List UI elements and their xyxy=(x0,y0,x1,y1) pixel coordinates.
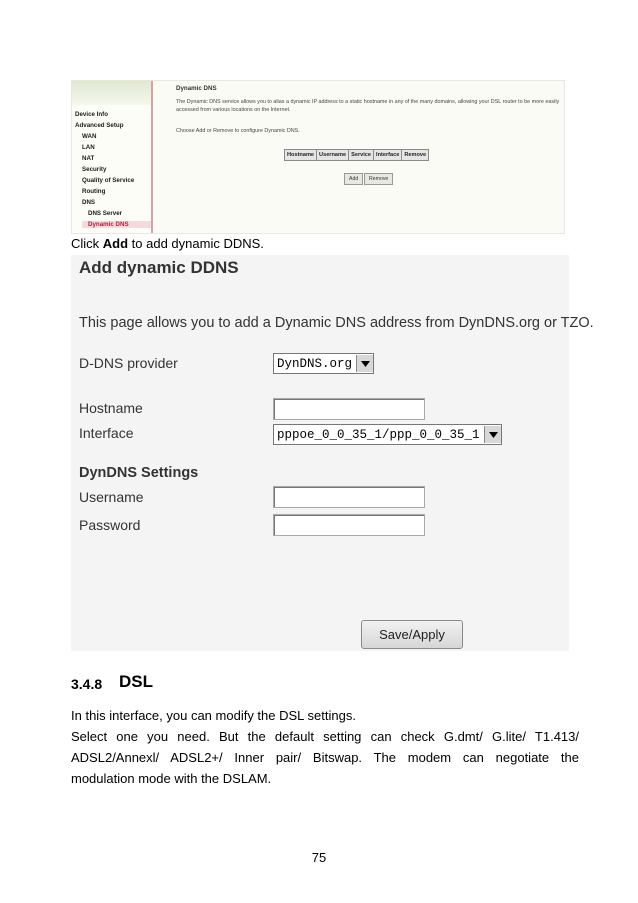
page-description: The Dynamic DNS service allows you to alias a dynamic IP address to a static hostname in any of the many domains, allowing your DSL router to be more easily accessed from various locations on the Internet. xyxy=(176,99,560,113)
page-number: 75 xyxy=(311,850,327,865)
interface-selected-value: pppoe_0_0_35_1/ppp_0_0_35_1 xyxy=(277,427,480,442)
sidebar-item-security[interactable]: Security xyxy=(82,166,107,173)
paragraph-line-1: Select one you need. But the default setting can check G.dmt/ G.lite/ T1.413/ xyxy=(71,729,579,744)
sidebar-item-nat[interactable]: NAT xyxy=(82,155,95,162)
sidebar-item-device-info[interactable]: Device Info xyxy=(75,111,109,118)
paragraph-line-3: modulation mode with the DSLAM. xyxy=(71,771,272,786)
column-header-service: Service xyxy=(349,150,374,161)
username-label: Username xyxy=(79,489,144,505)
interface-select[interactable] xyxy=(273,424,502,445)
caption xyxy=(71,236,264,251)
chevron-down-icon xyxy=(356,355,373,372)
section-number: 3.4.8 xyxy=(71,676,103,692)
hostname-input[interactable] xyxy=(273,398,425,420)
sidebar-item-wan[interactable]: WAN xyxy=(82,133,97,140)
ddns-table xyxy=(284,149,429,161)
save-apply-button[interactable]: Save/Apply xyxy=(361,620,463,649)
form-title: Add dynamic DDNS xyxy=(79,258,239,277)
password-label: Password xyxy=(79,517,141,533)
caption-suffix: to add dynamic DDNS. xyxy=(128,236,264,251)
sidebar-item-dns-server[interactable]: DNS Server xyxy=(88,210,123,217)
table-header-row xyxy=(285,150,429,161)
sidebar-logo-area xyxy=(72,81,151,105)
page-title: Dynamic DNS xyxy=(176,85,217,92)
sidebar-item-qos[interactable]: Quality of Service xyxy=(82,177,135,184)
password-input[interactable] xyxy=(273,514,425,536)
provider-selected-value: DynDNS.org xyxy=(277,356,353,371)
form-description: This page allows you to add a Dynamic DNS address from DynDNS.org or TZO. xyxy=(79,315,594,331)
column-header-interface: Interface xyxy=(374,150,402,161)
sidebar xyxy=(72,81,153,233)
column-header-hostname: Hostname xyxy=(285,150,317,161)
provider-label: D-DNS provider xyxy=(79,355,178,371)
add-dynamic-ddns-screenshot xyxy=(71,255,594,651)
section-title: DSL xyxy=(119,672,153,691)
dynamic-dns-screenshot xyxy=(71,80,565,234)
sidebar-item-routing[interactable]: Routing xyxy=(82,188,106,195)
add-button[interactable]: Add xyxy=(344,173,363,185)
chevron-down-icon xyxy=(484,426,501,443)
caption-prefix: Click xyxy=(71,236,103,251)
hostname-label: Hostname xyxy=(79,400,143,416)
paragraph-intro: In this interface, you can modify the DSL settings. xyxy=(71,708,356,723)
paragraph-line-2: ADSL2/Annexl/ ADSL2+/ Inner pair/ Bitswap. The modem can negotiate the xyxy=(71,750,579,765)
sidebar-item-dynamic-dns[interactable]: Dynamic DNS xyxy=(82,221,151,228)
caption-bold: Add xyxy=(102,236,129,251)
column-header-remove: Remove xyxy=(402,150,429,161)
sidebar-item-dns[interactable]: DNS xyxy=(82,199,96,206)
settings-heading: DynDNS Settings xyxy=(79,465,199,481)
interface-label: Interface xyxy=(79,425,134,441)
sidebar-item-advanced-setup[interactable]: Advanced Setup xyxy=(75,122,124,129)
sidebar-item-lan[interactable]: LAN xyxy=(82,144,95,151)
remove-button[interactable]: Remove xyxy=(364,173,393,185)
page-instruction: Choose Add or Remove to configure Dynamic DNS. xyxy=(176,128,300,134)
username-input[interactable] xyxy=(273,486,425,508)
provider-select[interactable] xyxy=(273,353,374,374)
column-header-username: Username xyxy=(317,150,349,161)
